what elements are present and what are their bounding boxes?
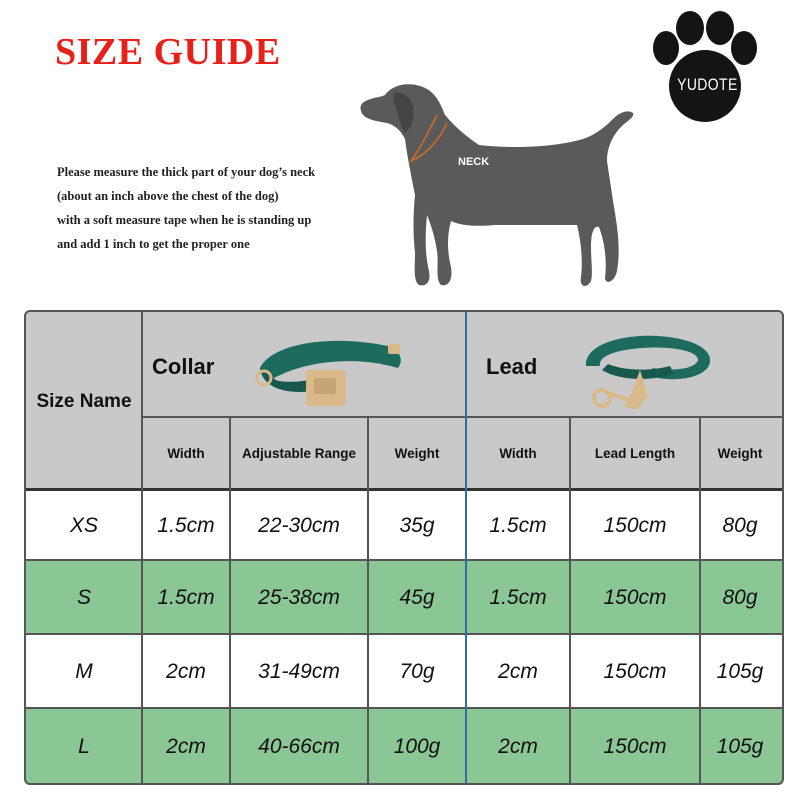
size-cell: M — [75, 660, 93, 683]
measure-instructions — [57, 160, 397, 256]
table-cell: 100g — [393, 735, 441, 758]
table-border — [24, 310, 784, 785]
brand-name: YUDOTE — [677, 75, 738, 94]
collar-width-header: Width — [167, 446, 205, 461]
instruction-line: and add 1 inch to get the proper one — [57, 237, 250, 251]
table-cell: 2cm — [166, 735, 206, 758]
collar-header: Collar — [152, 354, 215, 379]
table-cell: 45g — [399, 586, 435, 609]
table-cell: 40-66cm — [258, 735, 340, 758]
table-cell: 70g — [399, 660, 435, 683]
page-title: SIZE GUIDE — [55, 31, 281, 73]
size-cell: XS — [69, 513, 98, 537]
table-cell: 150cm — [603, 660, 667, 683]
table-cell: 31-49cm — [258, 660, 340, 683]
collar-weight-header: Weight — [394, 446, 440, 461]
instruction-line: (about an inch above the chest of the dog) — [57, 189, 279, 203]
table-cell: 150cm — [603, 735, 667, 758]
neck-label: NECK — [458, 156, 490, 168]
instruction-line: with a soft measure tape when he is standing up — [57, 213, 312, 227]
dog-silhouette — [355, 75, 640, 300]
table-cell: 150cm — [603, 586, 667, 609]
lead-weight-header: Weight — [717, 446, 763, 461]
table-cell: 2cm — [498, 735, 538, 758]
size-cell: L — [78, 735, 90, 758]
size-cell: S — [76, 586, 91, 609]
table-cell: 35g — [399, 513, 435, 537]
table-cell: 80g — [722, 513, 758, 537]
table-cell: 105g — [716, 660, 764, 683]
collar-range-header: Adjustable Range — [241, 446, 357, 461]
table-cell: 1.5cm — [489, 586, 547, 609]
table-cell: 1.5cm — [489, 513, 547, 537]
table-cell: 80g — [722, 586, 758, 609]
table-cell: 25-38cm — [258, 586, 340, 609]
lead-length-header: Lead Length — [594, 446, 676, 461]
table-cell: 1.5cm — [157, 586, 215, 609]
table-cell: 22-30cm — [258, 513, 340, 537]
table-cell: 2cm — [166, 660, 206, 683]
instruction-line: Please measure the thick part of your dog’s neck — [57, 165, 316, 179]
paw-logo-icon — [640, 8, 770, 123]
lead-width-header: Width — [499, 446, 537, 461]
size-name-header: Size Name — [36, 390, 132, 412]
table-cell: 150cm — [603, 513, 667, 537]
lead-header: Lead — [486, 354, 538, 379]
table-cell: 2cm — [498, 660, 538, 683]
table-cell: 1.5cm — [157, 513, 215, 537]
table-cell: 105g — [716, 735, 764, 758]
